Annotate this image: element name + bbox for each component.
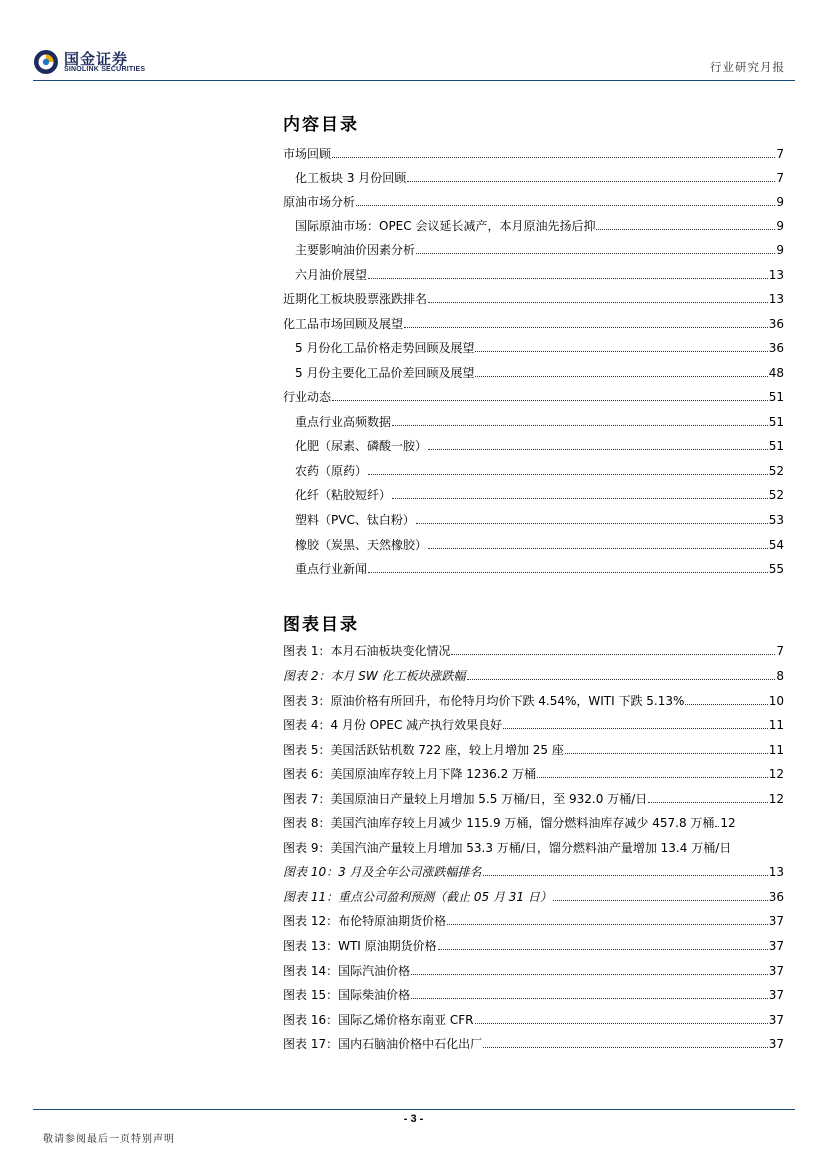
leader-dots [483,1047,768,1048]
toc-entry[interactable] [295,413,784,431]
page-number: - 3 - [403,1113,424,1125]
disclaimer-text: 敬请参阅最后一页特别声明 [43,1134,175,1145]
figure-entry-page: 37 [768,939,784,953]
leader-dots [715,826,719,827]
toc-entry-page: 51 [768,415,784,429]
leader-dots [428,449,768,450]
toc-entry-text: 市场回顾 [283,147,332,161]
logo-text-cn: 国金证券 [64,50,129,68]
figure-entry[interactable] [283,962,784,980]
leader-dots [475,1023,768,1024]
leader-dots [356,205,775,206]
figure-entry-text: 图表 10：3 月及全年公司涨跌幅排名 [283,865,482,879]
leader-dots [428,548,768,549]
figure-entry-text: 图表 8：美国汽油库存较上月减少 115.9 万桶，馏分燃料油库存减少 457.8 万桶 [283,816,715,830]
figure-entry-page: 37 [768,988,784,1002]
leader-dots [565,753,768,754]
leader-dots [368,278,768,279]
figure-entry-page: 10 [768,694,784,708]
leader-dots [368,474,768,475]
toc-entry-text: 六月油价展望 [295,268,368,282]
figure-entry-page: 37 [768,914,784,928]
leader-dots [392,498,768,499]
toc-entry[interactable] [295,486,784,504]
toc-entry-text: 塑料（PVC、钛白粉） [295,513,415,527]
leader-dots [428,302,768,303]
toc-entry-page: 13 [768,292,784,306]
toc-entry-text: 化工品市场回顾及展望 [283,317,404,331]
figure-entry-page: 37 [768,1013,784,1027]
toc-entry[interactable] [295,339,784,357]
toc-entry-text: 农药（原药） [295,464,368,478]
toc-entry-text: 化纤（粘胶短纤） [295,488,392,502]
toc-entry[interactable] [295,217,784,235]
toc-entry[interactable] [283,193,784,211]
figure-entry-page: 11 [768,743,784,757]
toc-entry[interactable] [283,145,784,163]
toc-entry-text: 橡胶（炭黑、天然橡胶） [295,538,428,552]
toc-entry-page: 52 [768,464,784,478]
figure-entry-page: 36 [768,890,784,904]
figure-entry[interactable] [283,692,784,710]
toc-entry-text: 重点行业高频数据 [295,415,392,429]
figure-entry-page: 37 [768,964,784,978]
figure-entry[interactable] [283,790,784,808]
figure-entry[interactable] [283,839,813,857]
toc-entry-page: 55 [768,562,784,576]
toc-entry[interactable] [283,290,784,308]
figure-entry-text: 图表 5：美国活跃钻机数 722 座，较上月增加 25 座 [283,743,564,757]
toc-entry-page: 9 [776,243,784,257]
figure-entry[interactable] [283,986,784,1004]
figure-entry-page: 12 [768,767,784,781]
leader-dots [451,654,775,655]
figure-entry-text: 图表 12：布伦特原油期货价格 [283,914,447,928]
toc-entry-text: 化工板块 3 月份回顾 [295,171,407,185]
figure-entry[interactable] [283,741,784,759]
toc-entry[interactable] [295,266,784,284]
figure-entry-text: 图表 1：本月石油板块变化情况 [283,644,451,658]
leader-dots [411,974,768,975]
toc-entry-text: 重点行业新闻 [295,562,368,576]
leader-dots [411,998,768,999]
figure-entry[interactable] [283,863,784,881]
figure-entry-text: 图表 4：4 月份 OPEC 减产执行效果良好 [283,718,503,732]
figure-entry[interactable] [283,937,784,955]
toc-entry-page: 51 [768,390,784,404]
logo-mark-icon [33,49,59,75]
toc-entry-page: 51 [768,439,784,453]
leader-dots [332,157,775,158]
figure-entry-text: 图表 2：本月 SW 化工板块涨跌幅 [283,669,466,683]
figure-entry[interactable] [283,667,784,685]
figure-entry-page: 12 [768,792,784,806]
figure-entry[interactable] [283,1035,784,1053]
leader-dots [596,229,775,230]
toc-entry-page: 7 [776,147,784,161]
leader-dots [475,376,767,377]
toc-entry[interactable] [295,536,784,554]
logo-text-en: SINOLINK SECURITIES [64,66,146,73]
leader-dots [438,949,768,950]
figure-entry-text: 图表 9：美国汽油产量较上月增加 53.3 万桶/日，馏分燃料油产量增加 13.4 万桶/日 [283,841,732,855]
toc-entry-text: 国际原油市场：OPEC 会议延长减产，本月原油先扬后抑 [295,219,596,233]
figure-entry-text: 图表 3：原油价格有所回升，布伦特月均价下跌 4.54%，WITI 下跌 5.13% [283,694,685,708]
figure-entry-text: 图表 7：美国原油日产量较上月增加 5.5 万桶/日，至 932.0 万桶/日 [283,792,648,806]
figure-entry[interactable] [283,814,813,832]
figure-entry[interactable] [283,912,784,930]
figure-entry-page: 8 [776,669,784,683]
toc-entry-page: 9 [776,219,784,233]
figure-entry-text: 图表 6：美国原油库存较上月下降 1236.2 万桶 [283,767,537,781]
leader-dots [475,351,767,352]
toc-entry-page: 53 [768,513,784,527]
footer-divider [33,1109,795,1110]
figure-entry[interactable] [283,642,784,660]
toc-entry[interactable] [295,511,784,529]
toc-entry[interactable] [295,241,784,259]
leader-dots [503,728,768,729]
figures-title: 图表目录 [283,615,359,635]
toc-entry-text: 5 月份化工品价格走势回顾及展望 [295,341,475,355]
figure-entry-page: 13 [768,865,784,879]
figure-entry-text: 图表 13：WTI 原油期货价格 [283,939,437,953]
toc-entry[interactable] [283,388,784,406]
figure-entry[interactable] [283,888,784,906]
leader-dots [467,679,776,680]
figure-entry-text: 图表 17：国内石脑油价格中石化出厂 [283,1037,483,1051]
toc-entry-text: 行业动态 [283,390,332,404]
toc-entry[interactable] [295,560,784,578]
toc-entry-page: 7 [776,171,784,185]
toc-entry[interactable] [283,315,784,333]
leader-dots [392,425,768,426]
toc-entry-text: 近期化工板块股票涨跌排名 [283,292,428,306]
leader-dots [416,253,775,254]
leader-dots [648,802,767,803]
contents-title: 内容目录 [283,115,359,135]
company-logo [33,47,173,77]
leader-dots [685,704,767,705]
toc-entry-text: 化肥（尿素、磷酸一胺） [295,439,428,453]
toc-entry-page: 36 [768,341,784,355]
toc-entry-page: 36 [768,317,784,331]
leader-dots [368,572,768,573]
leader-dots [404,327,768,328]
figure-entry-text: 图表 15：国际柴油价格 [283,988,411,1002]
toc-entry[interactable] [295,437,784,455]
header-divider [33,80,795,81]
toc-entry-text: 主要影响油价因素分析 [295,243,416,257]
figure-entry-page: 7 [776,644,784,658]
toc-entry-page: 13 [768,268,784,282]
toc-entry-text: 5 月份主要化工品价差回顾及展望 [295,366,475,380]
leader-dots [483,875,768,876]
figure-entry[interactable] [283,765,784,783]
leader-dots [553,900,768,901]
report-type-label: 行业研究月报 [710,60,785,74]
figure-entry-page: 11 [768,718,784,732]
figure-entry-text: 图表 16：国际乙烯价格东南亚 CFR [283,1013,474,1027]
leader-dots [407,181,775,182]
figure-entry-text: 图表 11：重点公司盈利预测（截止 05 月 31 日） [283,890,552,904]
leader-dots [332,400,768,401]
toc-entry[interactable] [295,364,784,382]
toc-entry-page: 9 [776,195,784,209]
toc-entry[interactable] [295,169,784,187]
toc-entry-page: 54 [768,538,784,552]
leader-dots [447,924,768,925]
figure-entry[interactable] [283,716,784,734]
leader-dots [537,777,768,778]
figure-entry-page: 12 [720,816,736,830]
toc-entry[interactable] [295,462,784,480]
toc-entry-text: 原油市场分析 [283,195,356,209]
figure-entry-page: 37 [768,1037,784,1051]
toc-entry-page: 52 [768,488,784,502]
figure-entry[interactable] [283,1011,784,1029]
figure-entry-text: 图表 14：国际汽油价格 [283,964,411,978]
leader-dots [416,523,768,524]
toc-entry-page: 48 [768,366,784,380]
